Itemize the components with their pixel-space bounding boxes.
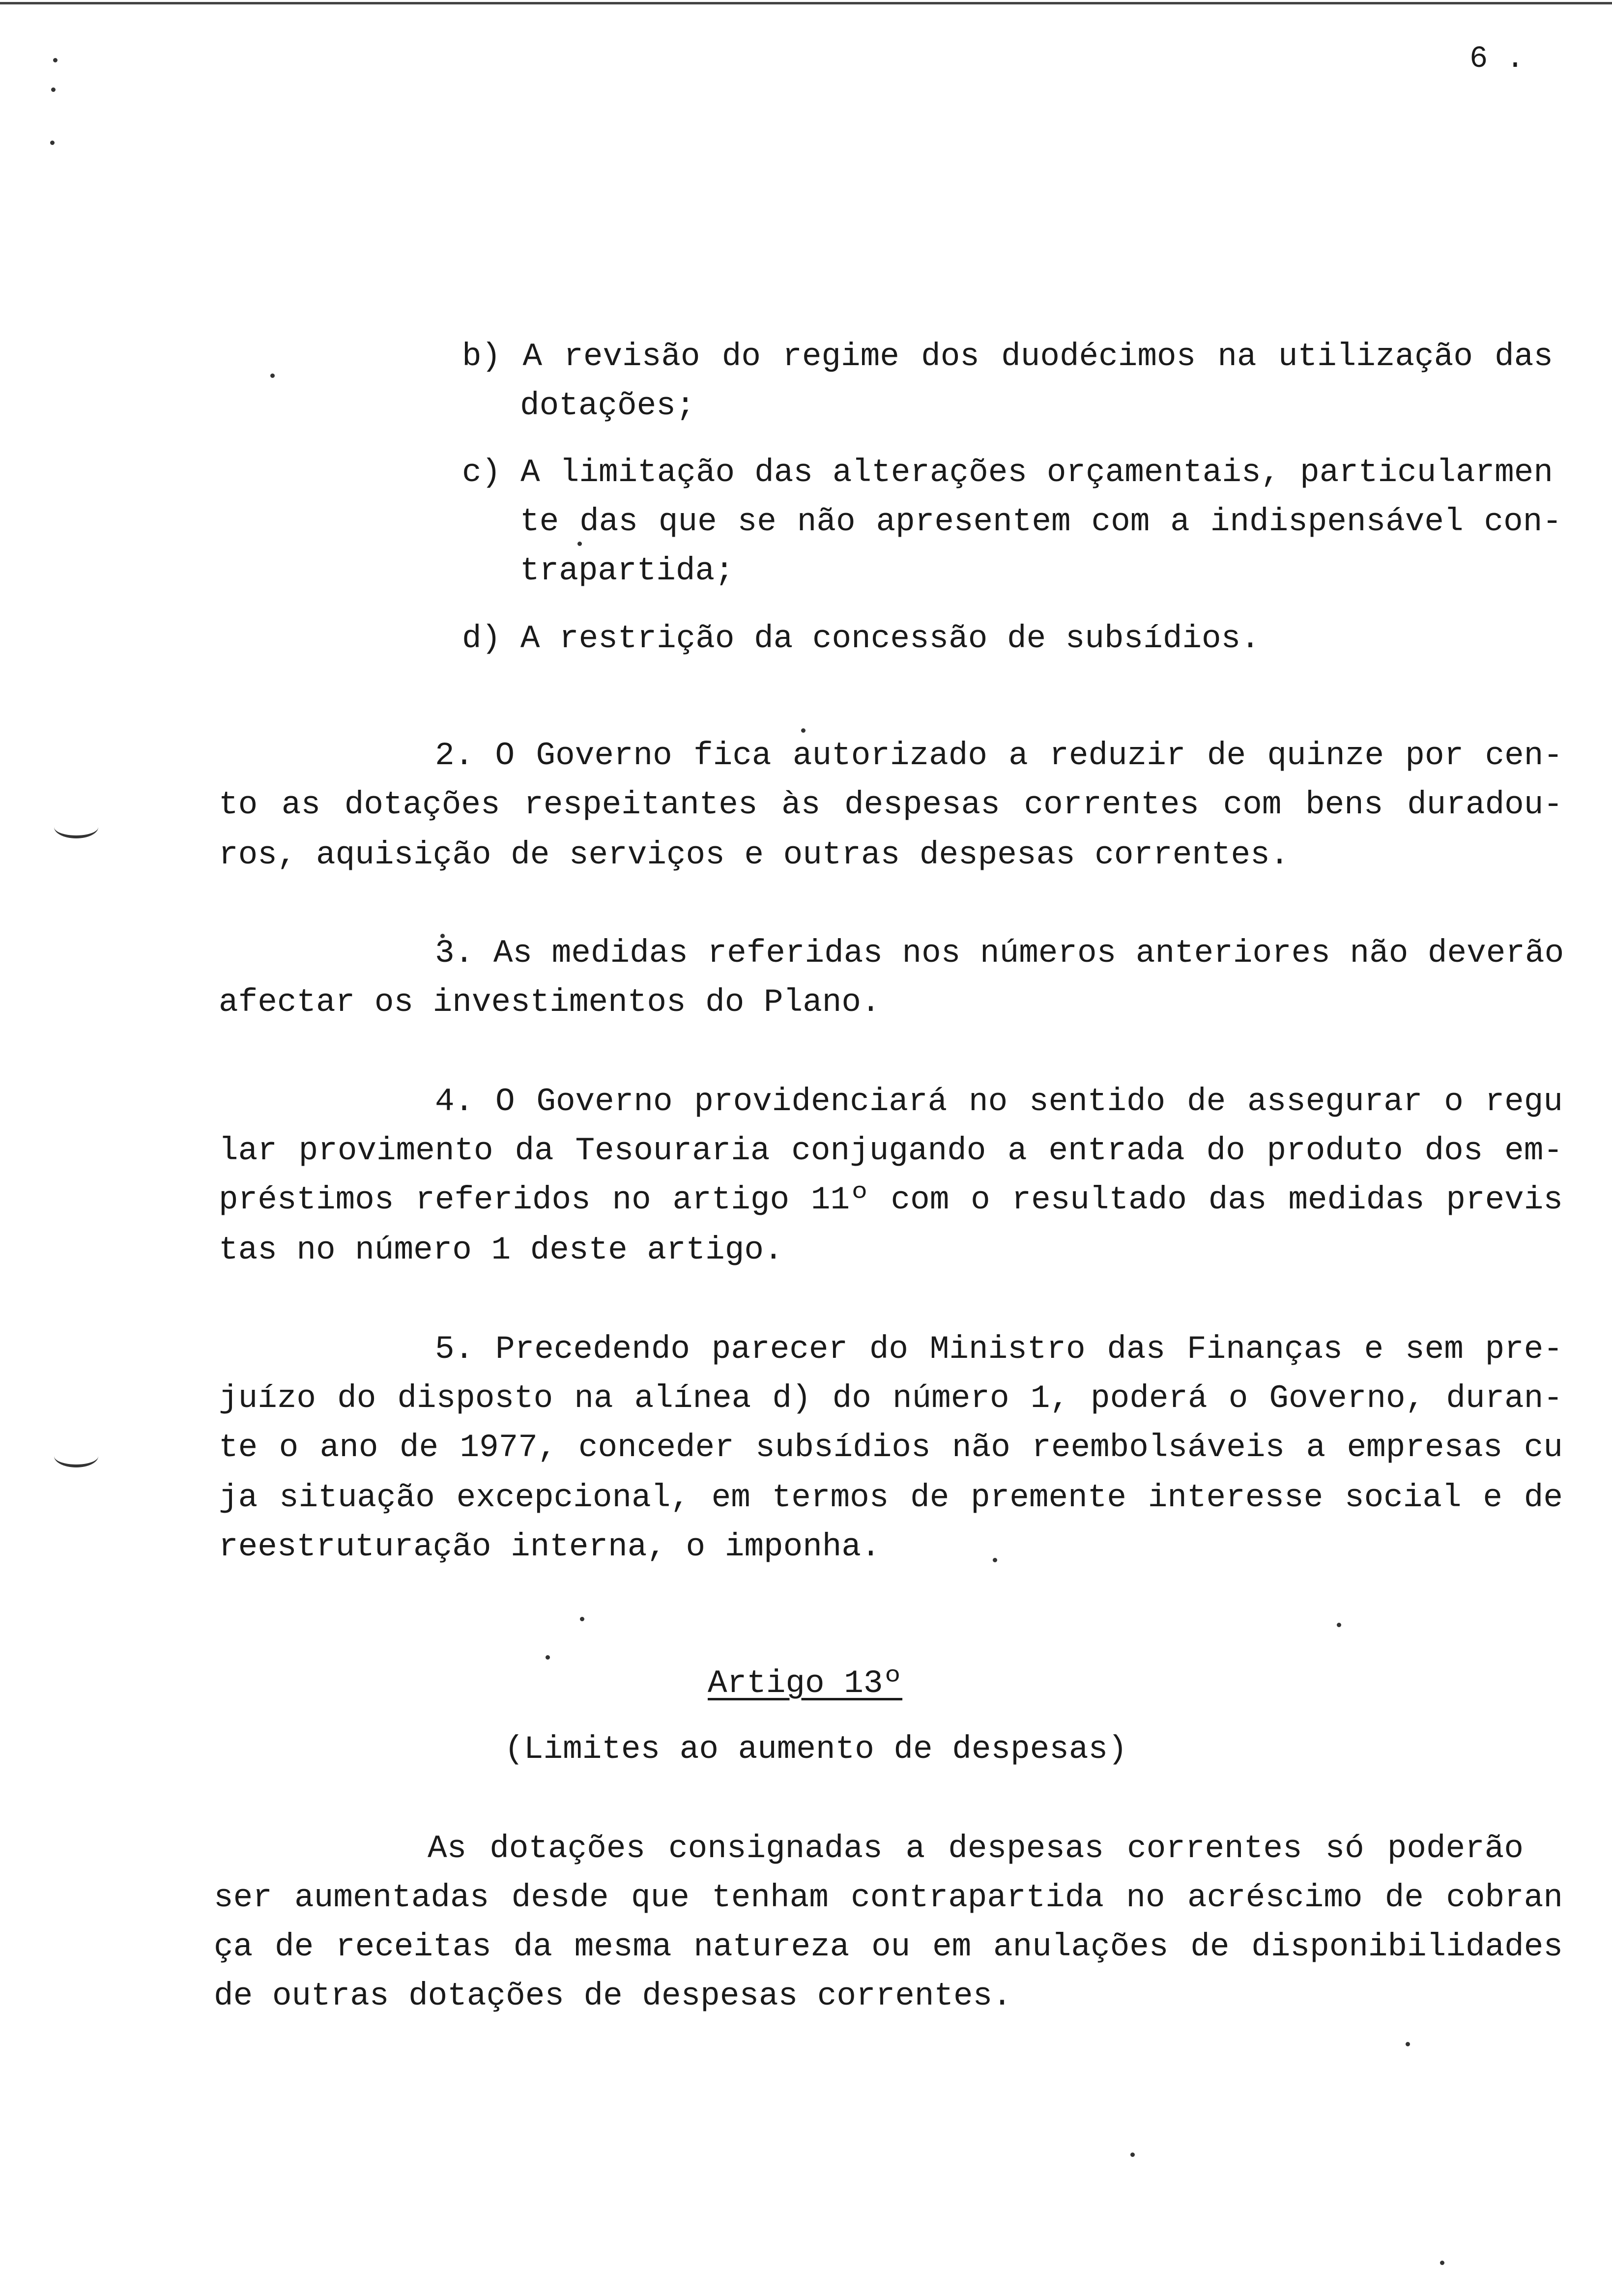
- paragraph-2-line-2: to as dotações respeitantes às despesas correntes com bens duradou-: [219, 786, 1563, 823]
- paragraph-5-line-2: juízo do disposto na alínea d) do número 1, poderá o Governo, duran-: [219, 1380, 1563, 1417]
- paragraph-4-line-1: 4. O Governo providenciará no sentido de assegurar o regu: [435, 1083, 1563, 1120]
- paragraph-2-line-1: 2. O Governo fica autorizado a reduzir de quinze por cen-: [435, 737, 1563, 774]
- article-body-line-1: As dotações consignadas a despesas correntes só poderão: [428, 1830, 1524, 1867]
- article-body-line-2: ser aumentadas desde que tenham contrapartida no acréscimo de cobran: [214, 1879, 1563, 1916]
- paragraph-2-line-3: ros, aquisição de serviços e outras despesas correntes.: [219, 836, 1290, 873]
- article-body-line-3: ça de receitas da mesma natureza ou em anulações de disponibilidades: [214, 1928, 1563, 1965]
- paragraph-5-line-4: ja situação excepcional, em termos de premente interesse social e de: [219, 1479, 1563, 1516]
- paragraph-5-line-1: 5. Precedendo parecer do Ministro das Finanças e sem pre-: [435, 1331, 1563, 1368]
- page-number: 6 .: [1469, 41, 1525, 76]
- paragraph-4-line-3: préstimos referidos no artigo 11º com o resultado das medidas previs: [219, 1181, 1563, 1218]
- article-heading: Artigo 13º: [708, 1665, 903, 1702]
- list-item-c-line-1: c) A limitação das alterações orçamentais, particularmen: [462, 454, 1553, 491]
- list-item-b-line-2: dotações;: [520, 387, 695, 424]
- paragraph-5-line-3: te o ano de 1977, conceder subsídios não reembolsáveis a empresas cu: [219, 1429, 1563, 1466]
- list-item-d-line-1: d) A restrição da concessão de subsídios.: [462, 620, 1260, 657]
- paragraph-4-line-2: lar provimento da Tesouraria conjugando a entrada do produto dos em-: [219, 1132, 1563, 1169]
- paragraph-3-line-1: 3. As medidas referidas nos números anteriores não deverão: [435, 935, 1564, 972]
- article-subtitle: (Limites ao aumento de despesas): [504, 1731, 1127, 1768]
- paragraph-5-line-5: reestruturação interna, o imponha.: [219, 1528, 881, 1565]
- list-item-c-line-2: te das que se não apresentem com a indispensável con-: [520, 503, 1562, 540]
- list-item-c-line-3: trapartida;: [520, 552, 734, 589]
- list-item-b-line-1: b) A revisão do regime dos duodécimos na utilização das: [462, 338, 1553, 375]
- article-body-line-4: de outras dotações de despesas correntes.: [214, 1978, 1012, 2014]
- paragraph-4-line-4: tas no número 1 deste artigo.: [219, 1232, 783, 1268]
- paragraph-3-line-2: afectar os investimentos do Plano.: [219, 984, 881, 1021]
